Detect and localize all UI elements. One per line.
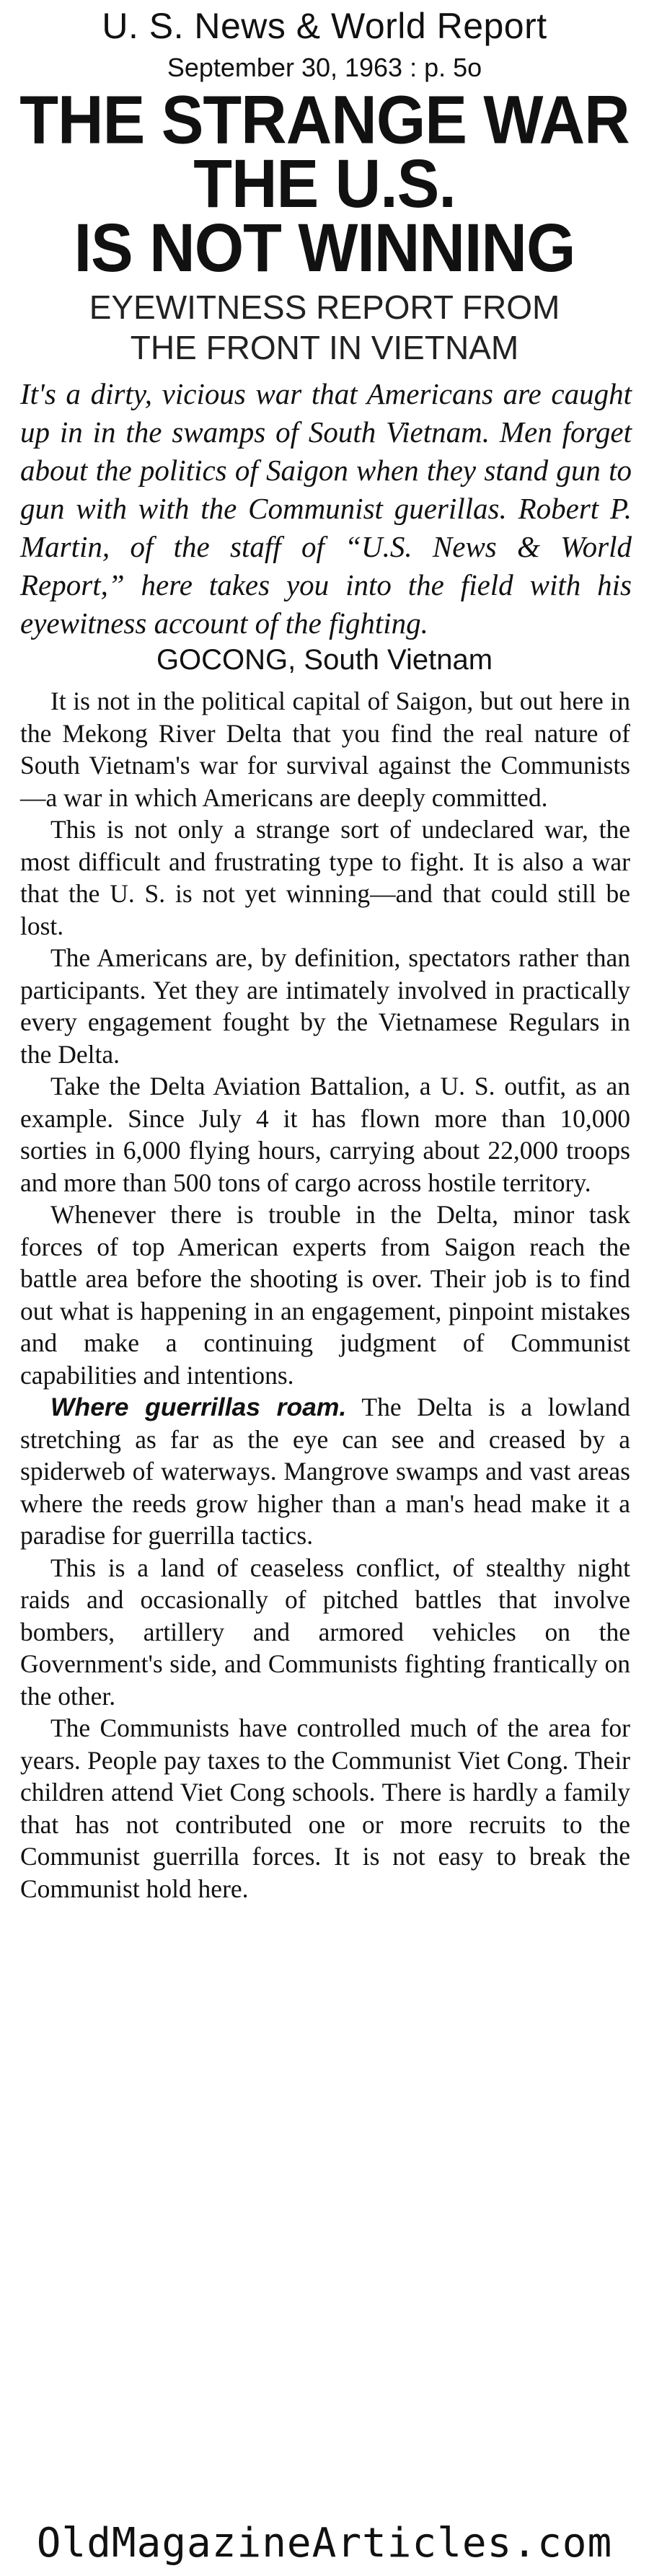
dateline: September 30, 1963 : p. 5o bbox=[167, 53, 482, 82]
body-paragraph: This is a land of ceaseless conflict, of stealthy night raids and occasionally of pitched battles that involve bombers, artillery and armored vehicles on the Government's side, and Communists fighting frantically on the other. bbox=[20, 1553, 630, 1711]
headline-line: THE STRANGE WAR bbox=[19, 81, 630, 159]
placeline: GOCONG, South Vietnam bbox=[156, 644, 493, 676]
headline bbox=[0, 81, 649, 286]
body-paragraph: Take the Delta Aviation Battalion, a U. S. outfit, as an example. Since July 4 it has flown more than 10,000 sorties in 6,000 flying hours, carrying about 22,000 troops and more than 500 tons of cargo across hostile territory. bbox=[20, 1072, 630, 1197]
body-paragraph: Whenever there is trouble in the Delta, minor task forces of top American experts from Saigon reach the battle area before the shooting is over. Their job is to find out what is happening in an engagement, pinpoint mistakes and make a continuing judgment of Communist capabilities and intentions. bbox=[20, 1200, 630, 1390]
body-paragraph bbox=[20, 1391, 630, 1552]
site-watermark: OldMagazineArticles.com bbox=[36, 2520, 613, 2567]
article-body bbox=[20, 685, 630, 1905]
subhead-line: THE FRONT IN VIETNAM bbox=[130, 329, 519, 366]
headline-line: THE U.S. bbox=[193, 144, 456, 222]
section-lead: Where guerrillas roam. bbox=[50, 1393, 347, 1421]
intro-paragraph: It's a dirty, vicious war that Americans are caught up in in the swamps of South Vietnam. Men forget about the politics of Saigon when they stand gun to gun with with the Communist guerillas. Robert P. Martin, of the staff of “U.S. News & World Report,” here takes you into the field with his eyewitness account of the fighting. bbox=[20, 377, 632, 640]
body-paragraph: The Communists have controlled much of the area for years. People pay taxes to the Communist Viet Cong. Their children attend Viet Cong schools. There is hardly a family that has not contributed one or more recruits to the Communist guerrilla forces. It is not easy to break the Communist hold here. bbox=[20, 1713, 630, 1903]
body-paragraph: The Americans are, by definition, spectators rather than participants. Yet they are intimately involved in practically every engagement fought by the Vietnamese Regulars in the Delta. bbox=[20, 943, 630, 1069]
body-paragraph: It is not in the political capital of Saigon, but out here in the Mekong River Delta that you find the real nature of South Vietnam's war for survival against the Communists—a war in which Americans are deeply committed. bbox=[20, 687, 630, 812]
subheadline bbox=[0, 287, 649, 368]
body-paragraph: This is not only a strange sort of undeclared war, the most difficult and frustrating type to fight. It is also a war that the U. S. is not yet winning—and that could still be lost. bbox=[20, 815, 630, 940]
subhead-line: EYEWITNESS REPORT FROM bbox=[89, 288, 560, 326]
headline-line: IS NOT WINNING bbox=[74, 208, 575, 286]
paragraph-text: The Delta is a lowland stretching as far as the eye can see and creased by a spiderweb of waterways. Mangrove swamps and vast areas where the reeds grow higher than a man's head make it a paradise for guerrilla tactics. bbox=[20, 1393, 631, 1550]
masthead: U. S. News & World Report bbox=[102, 6, 547, 46]
